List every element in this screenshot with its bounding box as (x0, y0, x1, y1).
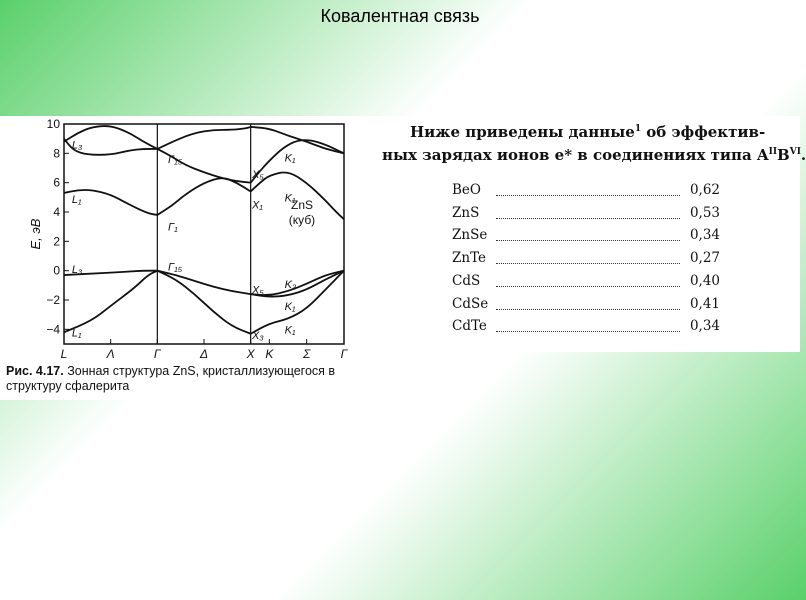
symmetry-point-label: L₁ (71, 327, 82, 340)
table-row (452, 318, 720, 340)
symmetry-point-label: X₅ (252, 168, 264, 181)
inset-label: ZnS (290, 198, 314, 213)
intro-line-1: Ниже приведены данные$^1$ об эффектив- (410, 123, 766, 141)
compound-name: CdTe (452, 318, 487, 335)
inset-label: (куб) (288, 213, 316, 228)
compound-name: BeO (452, 182, 481, 198)
symmetry-point-label: K₁ (284, 324, 296, 337)
slide-title: Ковалентная связь (320, 6, 480, 26)
charge-value: 0,27 (689, 250, 720, 267)
x-tick-label: Δ (199, 347, 209, 361)
x-tick-label: Σ (303, 347, 311, 361)
y-tick-label: −2 (46, 293, 60, 307)
band-curve (157, 178, 250, 215)
leader-dots (496, 195, 680, 196)
leader-dots (496, 218, 680, 219)
leader-dots (496, 263, 680, 264)
symmetry-point-label: X₁ (252, 199, 263, 212)
symmetry-point-label: K₁ (284, 152, 296, 165)
table-row (452, 205, 720, 227)
intro-line-2: ных зарядах ионов e* в соединениях типа $A^{II}B^{VI}$. (382, 146, 806, 164)
band-curve (157, 127, 250, 149)
table-panel (376, 116, 806, 352)
caption-text: Зонная структура ZnS, кристаллизующегося в структуру сфалерита (6, 364, 336, 393)
y-tick-label: −4 (46, 322, 60, 337)
figure-panel (0, 116, 376, 400)
symmetry-point-label: Γ₁₅ (168, 261, 183, 274)
symmetry-point-label: K₂ (284, 278, 297, 291)
x-tick-label: K (265, 347, 274, 361)
symmetry-point-label: Γ₁₅ (168, 154, 183, 167)
table-row (452, 250, 720, 272)
compound-name: CdSe (452, 295, 489, 312)
charge-value: 0,62 (689, 182, 720, 198)
y-tick-label: 4 (53, 205, 60, 219)
x-tick-label: Λ (106, 347, 115, 361)
charge-value: 0,41 (689, 295, 720, 312)
x-tick-label: X (246, 347, 255, 361)
symmetry-point-label: K₁ (284, 192, 296, 205)
symmetry-point-label: Γ₁ (168, 221, 178, 234)
symmetry-point-label: L₃ (71, 139, 83, 152)
y-tick-label: 2 (53, 234, 60, 249)
band-curve (64, 271, 157, 333)
band-curve (251, 271, 344, 295)
charge-value: 0,34 (689, 318, 720, 335)
band-curve (157, 271, 250, 334)
table-row (452, 273, 720, 295)
symmetry-point-label: X₃ (252, 330, 264, 343)
charge-value: 0,34 (689, 227, 720, 244)
x-tick-label: L (60, 347, 68, 361)
compound-name: ZnTe (452, 250, 487, 267)
y-tick-label: 6 (53, 175, 60, 190)
y-tick-label: 8 (53, 146, 60, 161)
caption-label: Рис. 4.17. (6, 364, 64, 378)
table-row (452, 182, 720, 204)
charge-value: 0,53 (689, 204, 720, 221)
table-row (452, 296, 720, 318)
compound-name: ZnSe (452, 227, 488, 244)
leader-dots (496, 309, 680, 310)
band-curve (157, 271, 250, 294)
table-row (452, 227, 720, 249)
y-tick-label: 0 (53, 263, 60, 278)
leader-dots (496, 286, 680, 287)
y-tick-label: 10 (46, 117, 60, 131)
leader-dots (496, 331, 680, 332)
symmetry-point-label: L₃ (71, 264, 83, 277)
x-tick-label: Γ (340, 347, 348, 361)
figure-caption (6, 364, 372, 394)
symmetry-point-label: X₅ (252, 284, 264, 297)
x-tick-label: Γ (153, 347, 161, 361)
band-structure-chart (0, 116, 376, 364)
symmetry-point-label: K₁ (284, 300, 296, 313)
symmetry-point-label: L₁ (71, 193, 82, 206)
compound-name: CdS (452, 272, 481, 289)
leader-dots (496, 240, 680, 241)
charge-value: 0,40 (689, 272, 720, 289)
y-axis-label: E, эВ (28, 218, 43, 250)
compound-name: ZnS (452, 204, 480, 221)
